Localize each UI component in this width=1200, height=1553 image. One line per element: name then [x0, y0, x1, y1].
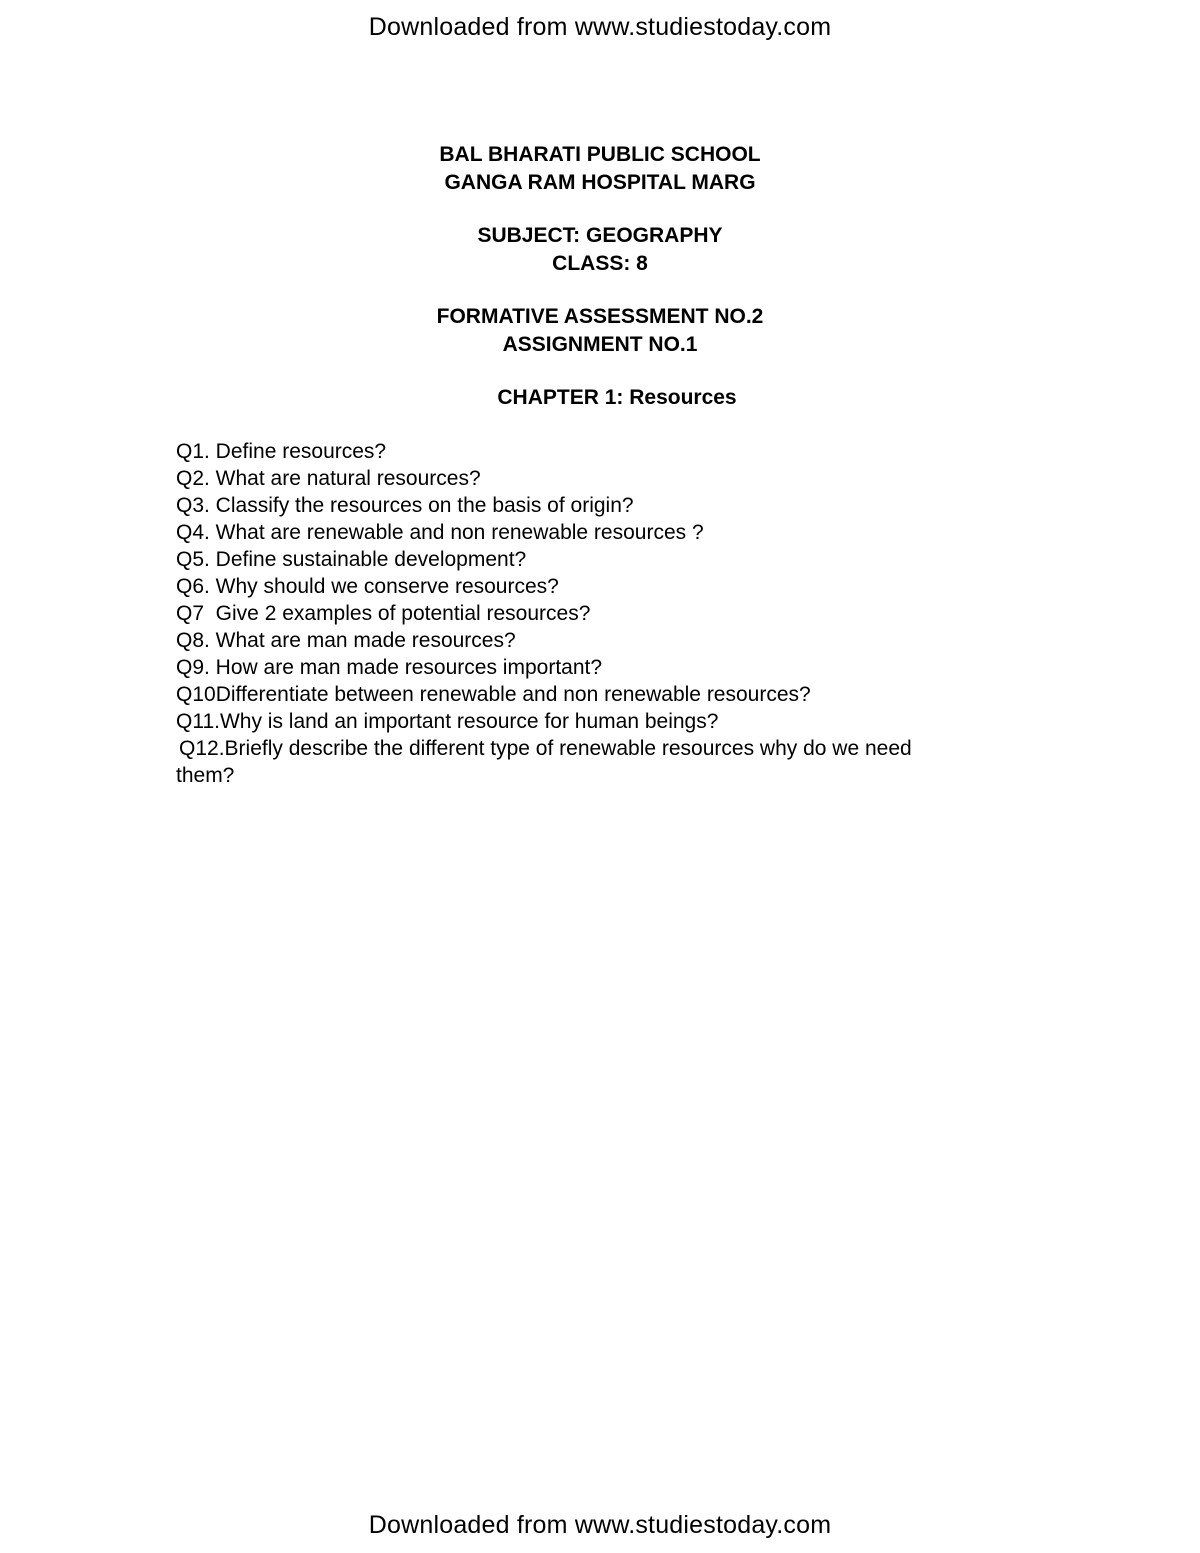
question-item: Q9. How are man made resources important?	[176, 656, 603, 679]
school-header	[0, 141, 1200, 197]
question-item: Q10Differentiate between renewable and non renewable resources?	[176, 683, 811, 706]
subject-title: SUBJECT: GEOGRAPHY	[477, 224, 723, 247]
watermark-top: Downloaded from www.studiestoday.com	[368, 13, 832, 41]
subject-header	[0, 222, 1200, 278]
school-name: BAL BHARATI PUBLIC SCHOOL	[439, 143, 761, 166]
question-item: Q11.Why is land an important resource for human beings?	[176, 710, 719, 733]
question-continuation: them?	[176, 764, 235, 787]
question-item: Q8. What are man made resources?	[176, 629, 516, 652]
question-item: Q7 Give 2 examples of potential resources?	[176, 602, 591, 625]
assessment-header	[0, 303, 1200, 359]
question-item: Q12.Briefly describe the different type of renewable resources why do we need	[179, 737, 912, 760]
school-address: GANGA RAM HOSPITAL MARG	[444, 171, 756, 194]
question-list	[176, 438, 1016, 789]
assignment-title: ASSIGNMENT NO.1	[502, 333, 698, 356]
watermark-bottom: Downloaded from www.studiestoday.com	[368, 1511, 832, 1539]
question-item: Q2. What are natural resources?	[176, 467, 481, 490]
question-item: Q4. What are renewable and non renewable resources ?	[176, 521, 704, 544]
assessment-title: FORMATIVE ASSESSMENT NO.2	[436, 305, 764, 328]
chapter-header	[0, 384, 1200, 412]
question-item: Q3. Classify the resources on the basis of origin?	[176, 494, 634, 517]
class-title: CLASS: 8	[552, 252, 648, 275]
question-item: Q5. Define sustainable development?	[176, 548, 527, 571]
question-item: Q6. Why should we conserve resources?	[176, 575, 559, 598]
chapter-title: CHAPTER 1: Resources	[497, 386, 737, 409]
question-item: Q1. Define resources?	[176, 440, 387, 463]
